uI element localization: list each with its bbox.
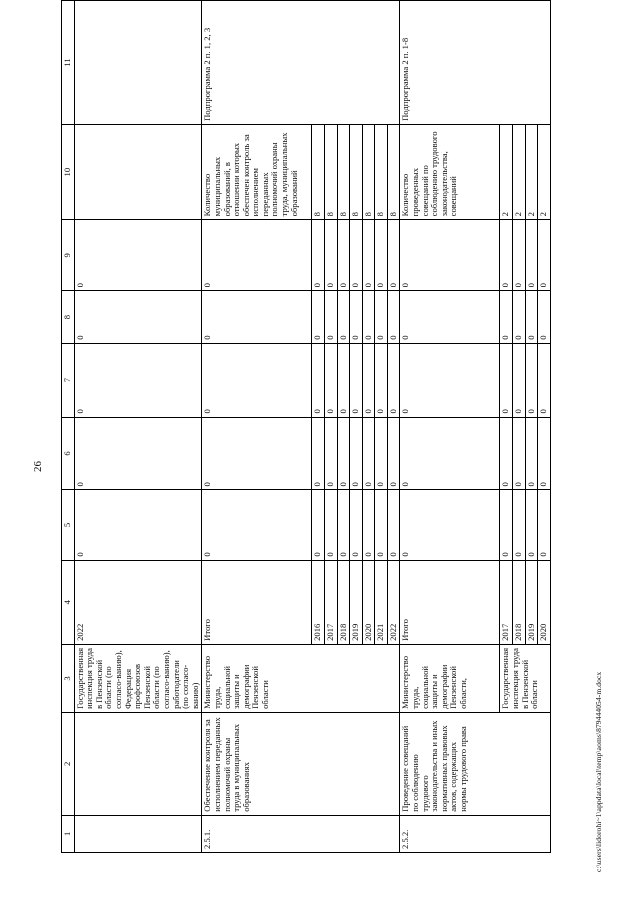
column-number-row [62,1,75,853]
table-row: 2019 0 0 0 0 0 2 [525,1,538,853]
year-cell: 2022 [74,560,202,644]
col-header-1: 1 [62,815,75,852]
table-row: 2022 0 0 0 0 0 8 [387,1,400,853]
value-cell: 0 [202,220,312,291]
col-header-7: 7 [62,343,75,417]
value-cell: 0 [74,490,202,560]
table-row: 2018 0 0 0 0 0 8 [337,1,350,853]
table-row: 2019 0 0 0 0 0 8 [350,1,363,853]
table-row: 2017 0 0 0 0 0 8 [324,1,337,853]
item-number: 2.5.2. [400,815,550,852]
value-cell: 0 [74,220,202,291]
program-ref: Подпрограмма 2 п. 1, 2, 3 [202,1,400,125]
item-name: Проведение совещаний по соблюдению трудового законодательства и иных нормативных правовых актов, содержащих нормы трудового права [400,712,550,815]
table-row: Государственная инспекция труда в Пензенской области 2017 0 0 0 0 0 2 [500,1,513,853]
executor-cell: Министерство труда, социальной защиты и демографии Пензенской области [202,644,400,712]
value-cell: 0 [202,291,312,343]
value-cell: 0 [202,490,312,560]
program-ref: Подпрограмма 2 п. 1-8 [400,1,550,125]
value-cell: 0 [74,291,202,343]
col-header-10: 10 [62,124,75,219]
value-cell: 0 [400,220,500,291]
table-row: 2016 0 0 0 0 0 8 [312,1,325,853]
col-header-5: 5 [62,490,75,560]
table-row: 2020 0 0 0 0 0 8 [362,1,375,853]
table-row [202,1,312,853]
item-name: Обеспечение контроля за исполнением переданных полномочий охраны труда в муниципальных образованиях [202,712,400,815]
value-cell: 0 [202,343,312,417]
col-header-11: 11 [62,1,75,125]
total-label: Итого [400,560,500,644]
col-header-2: 2 [62,712,75,815]
table-row: 2021 0 0 0 0 0 8 [375,1,388,853]
table-row [74,1,202,853]
value-cell: 0 [400,490,500,560]
page-number: 26 [32,461,44,472]
col-header-6: 6 [62,417,75,490]
table-row: 2020 0 0 0 0 0 2 [538,1,551,853]
value-cell: 0 [74,417,202,490]
executor-cell: Государственная инспекция труда в Пензенской области (по согласо-ванию), Федерация профсоюзов Пензенской области (по согласо-ванию), работодатели (по согласо-ванию) [74,644,202,712]
program-table [61,0,551,853]
value-cell: 0 [400,291,500,343]
item-number: 2.5.1. [202,815,400,852]
col-header-4: 4 [62,560,75,644]
footer-file-path: c:\users\lidorohi~1\appdata\local\temp\aoms\879444054-m.docx [594,671,603,872]
indicator-cell: Количество муниципальных образований, в отношении которых обеспечен контроль за исполнением переданных полномочий охраны труда, муниципальных образований [202,124,312,219]
table-row: 2018 0 0 0 0 0 2 [513,1,526,853]
executor-cell: Государственная инспекция труда в Пензенской области [500,644,550,712]
value-cell: 0 [400,417,500,490]
col-header-9: 9 [62,220,75,291]
col-header-8: 8 [62,291,75,343]
col-header-3: 3 [62,644,75,712]
executor-cell: Министерство труда, социальной защиты и демографии Пензенской области, [400,644,500,712]
total-label: Итого [202,560,312,644]
indicator-cell: Количество проведенных совещаний по соблюдению трудового законодательства, совещаний [400,124,500,219]
value-cell: 0 [400,343,500,417]
table-row [400,1,500,853]
value-cell: 0 [202,417,312,490]
value-cell: 0 [74,343,202,417]
